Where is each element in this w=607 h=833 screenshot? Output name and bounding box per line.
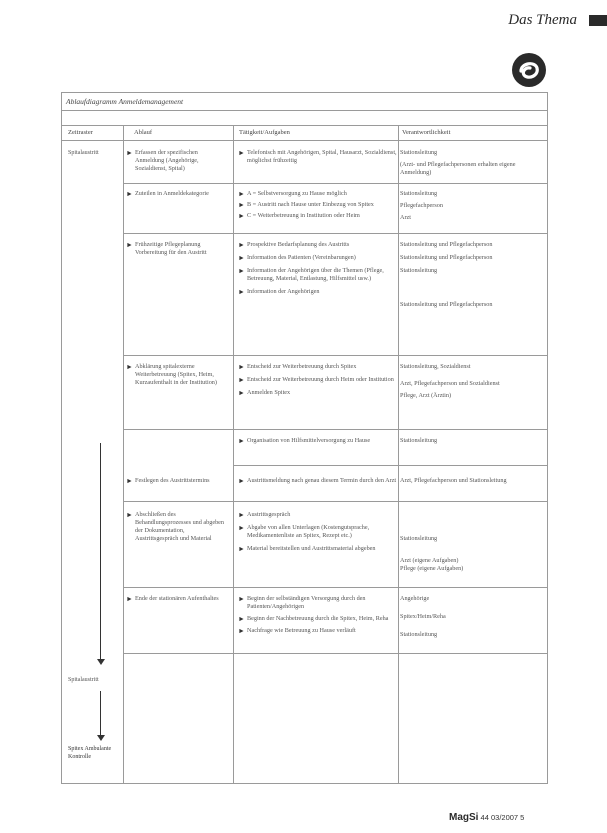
timeline-end-label: Spitex Ambulante Kontrolle xyxy=(68,746,112,760)
task-item xyxy=(238,545,397,553)
responsibility-text: Stationsleitung xyxy=(400,437,438,444)
triangle-bullet-icon: ► xyxy=(126,595,133,603)
diagram-title: Ablaufdiagramm Anmeldemanagement xyxy=(66,97,184,106)
triangle-bullet-icon: ► xyxy=(126,149,133,157)
responsibility-text: Stationsleitung xyxy=(400,149,438,156)
triangle-bullet-icon: ► xyxy=(238,595,245,603)
process-diagram-panel xyxy=(61,92,548,784)
responsibility-list xyxy=(400,595,542,639)
triangle-bullet-icon: ► xyxy=(238,190,245,198)
triangle-bullet-icon: ► xyxy=(238,389,245,397)
timeline-arrow-shaft xyxy=(100,691,101,735)
task-list xyxy=(238,149,397,165)
responsibility-text: Pflegefachperson xyxy=(400,202,443,209)
task-item xyxy=(238,254,397,262)
timeline-arrow-shaft xyxy=(100,443,101,659)
responsibility-text: Angehörige xyxy=(400,595,430,602)
row-divider xyxy=(123,429,547,430)
triangle-bullet-icon: ► xyxy=(238,627,245,635)
responsibility-text: Stationsleitung xyxy=(400,535,438,542)
triangle-bullet-icon: ► xyxy=(126,190,133,198)
responsibility-text: Stationsleitung xyxy=(400,190,438,197)
ablauf-text: Abklärung spitalexterne Weiterbetreuung (Spitex, Heim, Kurzaufenthalt in der Institution) xyxy=(135,363,217,386)
task-text: Organisation von Hilfsmittelversorgung zu Hause xyxy=(247,437,371,444)
triangle-bullet-icon: ► xyxy=(238,212,245,220)
task-item xyxy=(238,363,397,371)
triangle-bullet-icon: ► xyxy=(126,511,133,519)
task-item xyxy=(238,627,397,635)
task-text: Information des Patienten (Vereinbarungen) xyxy=(247,254,356,261)
task-item xyxy=(238,615,397,623)
responsibility-list xyxy=(400,437,542,445)
task-text: Material bereitstellen und Austrittsmaterial abgeben xyxy=(247,545,376,552)
ablauf-text: Zuteilen in Anmeldekategorie xyxy=(135,190,209,197)
task-item xyxy=(238,595,397,611)
column-divider xyxy=(233,125,234,783)
triangle-bullet-icon: ► xyxy=(126,363,133,371)
task-text: Abgabe von allen Unterlagen (Kostengutsprache, Medikamentenliste an Spitex, Rezept etc.) xyxy=(247,524,370,539)
responsibility-text: Stationsleitung xyxy=(400,631,438,638)
title-divider xyxy=(62,110,547,111)
responsibility-list xyxy=(400,241,542,309)
responsibility-text: Arzt (eigene Aufgaben) xyxy=(400,557,459,564)
responsibility-text: Arzt xyxy=(400,214,411,221)
task-item xyxy=(238,288,397,296)
ablauf-text: Frühzeitige Pflegeplanung Vorbereitung für den Austritt xyxy=(135,241,207,256)
triangle-bullet-icon: ► xyxy=(238,437,245,445)
column-divider xyxy=(398,125,399,783)
triangle-bullet-icon: ► xyxy=(238,241,245,249)
ablauf-step xyxy=(126,149,227,173)
triangle-bullet-icon: ► xyxy=(126,241,133,249)
task-text: A = Selbstversorgung zu Hause möglich xyxy=(247,190,347,197)
responsibility-list xyxy=(400,477,542,485)
task-list xyxy=(238,363,397,397)
arrow-down-icon xyxy=(97,659,105,665)
zeitraster-label: Spitalaustritt xyxy=(68,150,99,156)
triangle-bullet-icon: ► xyxy=(238,615,245,623)
task-list xyxy=(238,511,397,553)
triangle-bullet-icon: ► xyxy=(238,363,245,371)
ablauf-step xyxy=(126,363,227,387)
section-title: Das Thema xyxy=(508,12,577,28)
section-marker xyxy=(589,15,607,26)
task-list xyxy=(238,437,397,445)
row-divider xyxy=(123,501,547,502)
responsibility-text: Pflege (eigene Aufgaben) xyxy=(400,565,464,572)
ablauf-text: Abschließen des Behandlungsprozesses und abgeben der Dokumentation, Austrittsgespräch und Material xyxy=(135,511,225,542)
task-text: Entscheid zur Weiterbetreuung durch Spitex xyxy=(247,363,357,370)
triangle-bullet-icon: ► xyxy=(238,201,245,209)
ablauf-step xyxy=(126,190,227,198)
triangle-bullet-icon: ► xyxy=(238,477,245,485)
ablauf-text: Festlegen des Austrittstermins xyxy=(135,477,210,484)
task-item xyxy=(238,190,397,198)
ablauf-step xyxy=(126,511,227,543)
task-item xyxy=(238,212,397,220)
responsibility-text: Spitex/Heim/Reha xyxy=(400,613,446,620)
header-bottom-divider xyxy=(62,140,547,141)
row-divider xyxy=(123,355,547,356)
triangle-bullet-icon: ► xyxy=(238,254,245,262)
responsibility-list xyxy=(400,190,542,222)
page-footer xyxy=(449,812,524,823)
task-list xyxy=(238,241,397,296)
triangle-bullet-icon: ► xyxy=(238,545,245,553)
task-text: Beginn der Nachbetreuung durch die Spitex, Heim, Reha xyxy=(247,615,389,622)
timeline-mid-label: Spitalaustritt xyxy=(68,677,99,683)
task-item xyxy=(238,477,397,485)
responsibility-text: Arzt, Pflegefachperson und Sozialdienst xyxy=(400,380,500,387)
task-item xyxy=(238,241,397,249)
task-item xyxy=(238,201,397,209)
ablauf-step xyxy=(126,241,227,257)
ablauf-text: Ende der stationären Aufenthaltes xyxy=(135,595,219,602)
row-divider xyxy=(233,465,547,466)
triangle-bullet-icon: ► xyxy=(238,511,245,519)
task-list xyxy=(238,477,397,485)
ablauf-step xyxy=(126,595,227,603)
responsibility-text: Stationsleitung und Pflegefachperson xyxy=(400,241,493,248)
header-top-divider xyxy=(62,125,547,126)
row-divider xyxy=(123,183,547,184)
column-header-taetigkeit: Tätigkeit/Aufgaben xyxy=(239,129,290,136)
arrow-down-icon xyxy=(97,735,105,741)
responsibility-text: Stationsleitung xyxy=(400,267,438,274)
task-item xyxy=(238,149,397,165)
triangle-bullet-icon: ► xyxy=(238,267,245,275)
task-text: Prospektive Bedarfsplanung des Austritts xyxy=(247,241,350,248)
magazine-logo-icon xyxy=(511,52,547,88)
triangle-bullet-icon: ► xyxy=(238,376,245,384)
column-header-ablauf: Ablauf xyxy=(134,129,153,136)
task-list xyxy=(238,190,397,220)
task-text: Anmelden Spitex xyxy=(247,389,291,396)
task-item xyxy=(238,524,397,540)
responsibility-text: Stationsleitung, Sozialdienst xyxy=(400,363,471,370)
responsibility-text: (Arzt- und Pflegefachpersonen erhalten eigene Anmeldung) xyxy=(400,161,516,176)
task-text: Austrittsgespräch xyxy=(247,511,291,518)
responsibility-text: Arzt, Pflegefachperson und Stationsleitung xyxy=(400,477,507,484)
magazine-brand: MagSi xyxy=(449,812,479,823)
task-text: Austrittsmeldung nach genau diesem Termin durch den Arzt xyxy=(247,477,397,484)
ablauf-step xyxy=(126,477,227,485)
responsibility-text: Stationsleitung und Pflegefachperson xyxy=(400,301,493,308)
task-text: Information der Angehörigen über die Themen (Pflege, Betreuung, Material, Entlastung, Hilfsmittel usw.) xyxy=(247,267,384,282)
row-divider xyxy=(123,587,547,588)
triangle-bullet-icon: ► xyxy=(238,524,245,532)
issue-info: 44 03/2007 5 xyxy=(480,813,525,822)
responsibility-list xyxy=(400,363,542,400)
task-text: C = Weiterbetreuung in Institution oder Heim xyxy=(247,212,360,219)
responsibility-text: Stationsleitung und Pflegefachperson xyxy=(400,254,493,261)
task-text: Nachfrage wie Betreuung zu Hause verläuft xyxy=(247,627,356,634)
ablauf-text: Erfassen der spezifischen Anmeldung (Angehörige, Sozialdienst, Spital) xyxy=(135,149,199,172)
column-header-zeitraster: Zeitraster xyxy=(68,129,93,136)
row-divider xyxy=(123,233,547,234)
task-item xyxy=(238,389,397,397)
task-item xyxy=(238,511,397,519)
task-text: B = Austritt nach Hause unter Einbezug von Spitex xyxy=(247,201,374,208)
column-header-verantwortlichkeit: Verantwortlichkeit xyxy=(402,129,451,136)
row-divider xyxy=(123,653,547,654)
task-text: Entscheid zur Weiterbetreuung durch Heim oder Institution xyxy=(247,376,394,383)
task-text: Beginn der selbständigen Versorgung durch den Patienten/Angehörigen xyxy=(247,595,366,610)
task-item xyxy=(238,437,397,445)
task-item xyxy=(238,376,397,384)
task-text: Telefonisch mit Angehörigen, Spital, Hausarzt, Sozialdienst, möglichst frühzeitig xyxy=(247,149,397,164)
task-text: Information der Angehörigen xyxy=(247,288,320,295)
triangle-bullet-icon: ► xyxy=(126,477,133,485)
triangle-bullet-icon: ► xyxy=(238,288,245,296)
responsibility-list xyxy=(400,149,542,177)
triangle-bullet-icon: ► xyxy=(238,149,245,157)
task-list xyxy=(238,595,397,635)
responsibility-text: Pflege, Arzt (Ärztin) xyxy=(400,392,452,399)
responsibility-list xyxy=(400,535,542,573)
task-item xyxy=(238,267,397,283)
column-divider xyxy=(123,125,124,783)
